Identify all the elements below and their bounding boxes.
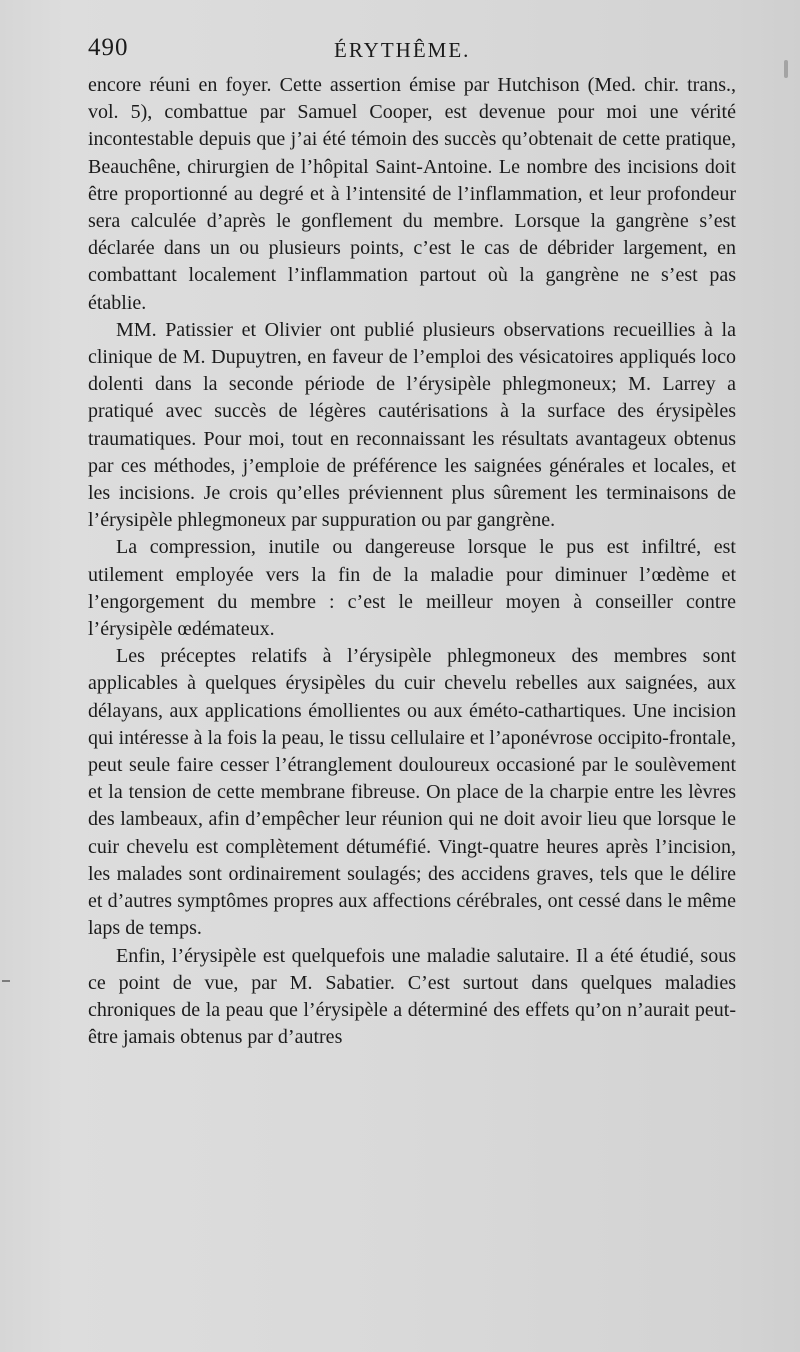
paragraph-5: Enfin, l’érysipèle est quelquefois une maladie salutaire. Il a été étudié, sous ce point de vue, par M. Sabatier. C’est surtout dans quelques maladies chroniques de la peau que l’érysipèle a déterminé des effets qu’on n’aurait peut-être jamais obtenus par d’autres xyxy=(88,944,736,1049)
margin-tick xyxy=(2,980,10,982)
running-head: ÉRYTHÊME. xyxy=(334,38,471,62)
paragraph-4: Les préceptes relatifs à l’érysipèle phlegmoneux des membres sont applicables à quelques érysipèles du cuir chevelu rebelles aux saignées, aux délayans, aux applications émollientes ou aux éméto-cathartiques. Une incision qui intéresse à la fois la peau, le tissu cellulaire et l’aponévrose occipito-frontale, peut seule faire cesser l’étranglement douloureux occasioné par le soulèvement et la tension de cette membrane fibreuse. On place de la charpie entre les lèvres des lambeaux, afin d’empêcher leur réunion qui ne doit avoir lieu que lorsque le cuir chevelu est complètement détuméfié. Vingt-quatre heures après l’incision, les malades sont ordinairement soulagés; des accidens graves, tels que le délire et d’autres symptômes propres aux affections cérébrales, ont cessé dans le même laps de temps. xyxy=(88,645,736,940)
paragraph-1: encore réuni en foyer. Cette assertion émise par Hutchison (Med. chir. trans., vol. 5), combattue par Samuel Cooper, est devenue pour moi une vérité incontestable depuis que j’ai été témoin des succès qu’obtenait de cette pratique, Beauchêne, chirurgien de l’hôpital Saint-Antoine. Le nombre des incisions doit être proportionné au degré et à l’intensité de l’inflammation, et leur profondeur sera calculée d’après le gonflement du membre. Lorsque la gangrène s’est déclarée dans un ou plusieurs points, c’est le cas de débrider largement, en combattant localement l’inflammation partout où la gangrène ne s’est pas établie. xyxy=(88,74,736,314)
page-header xyxy=(88,32,736,72)
paragraph-2: MM. Patissier et Olivier ont publié plusieurs observations recueillies à la clinique de M. Dupuytren, en faveur de l’emploi des vésicatoires appliqués loco dolenti dans la seconde période de l’érysipèle phlegmoneux; M. Larrey a pratiqué avec succès de légères cautérisations à la surface des érysipèles traumatiques. Pour moi, tout en reconnaissant les résultats avantageux obtenus par ces méthodes, j’emploie de préférence les saignées générales et locales, et les incisions. Je crois qu’elles préviennent plus sûrement les terminaisons de l’érysipèle phlegmoneux par suppuration ou par gangrène. xyxy=(88,318,736,532)
paragraph-3: La compression, inutile ou dangereuse lorsque le pus est infiltré, est utilement employée vers la fin de la maladie pour diminuer l’œdème et l’engorgement du membre : c’est le meilleur moyen à conseiller contre l’érysipèle œdémateux. xyxy=(88,536,736,641)
margin-mark xyxy=(784,60,788,78)
body-text xyxy=(88,72,736,1051)
page-number: 490 xyxy=(88,34,129,61)
